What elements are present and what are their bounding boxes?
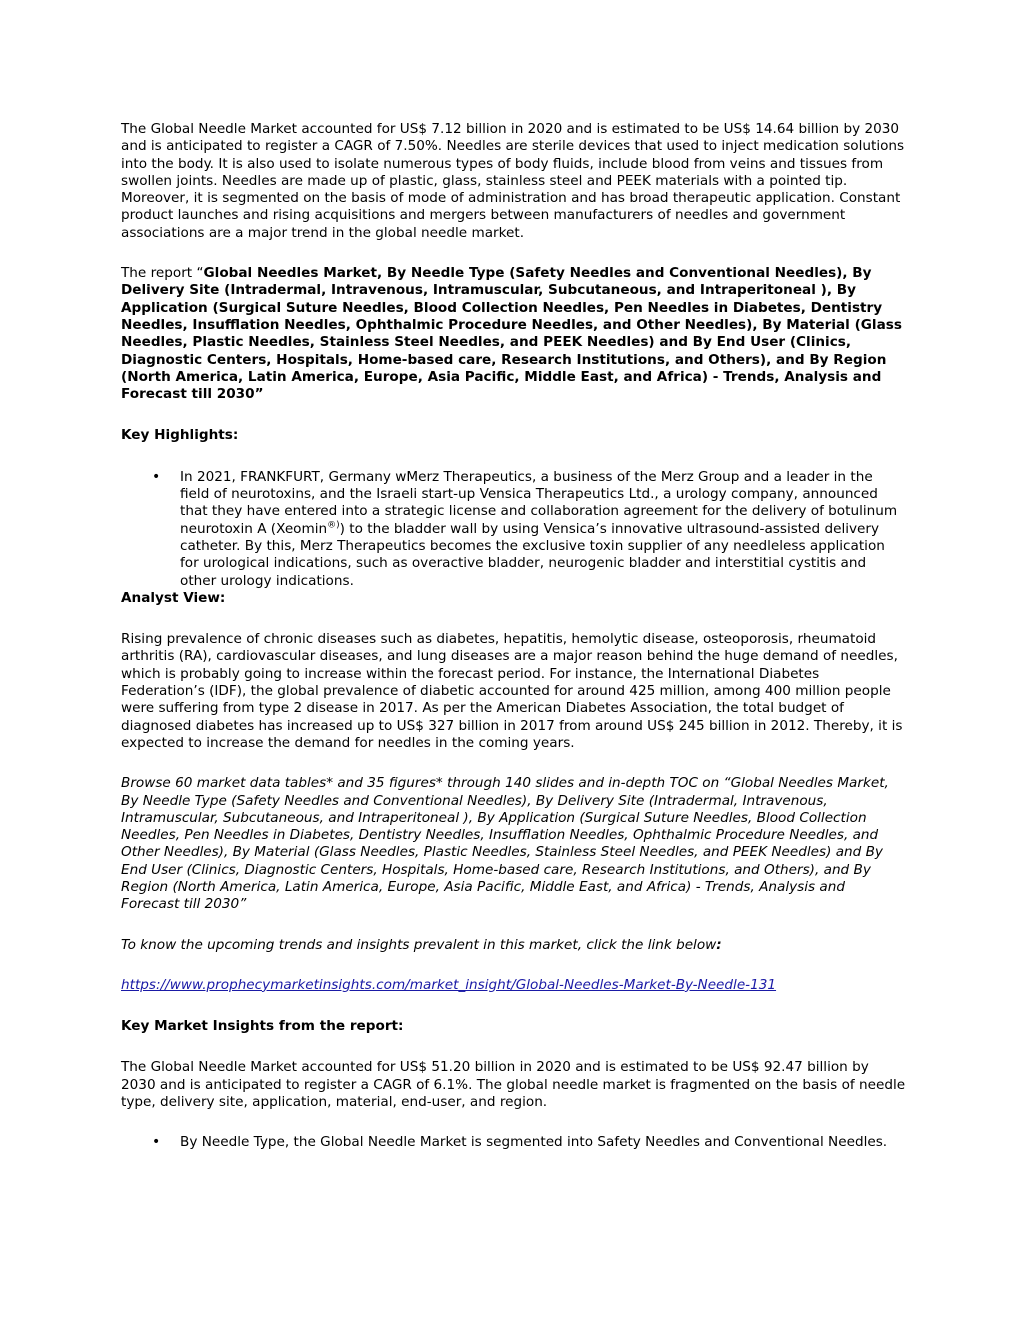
insight-item-text: By Needle Type, the Global Needle Market is segmented into Safety Needles and Conventional Needles. — [180, 1134, 888, 1151]
know-more-text: To know the upcoming trends and insights prevalent in this market, click the link below — [121, 936, 717, 953]
analyst-view-paragraph: Rising prevalence of chronic diseases such as diabetes, hepatitis, hemolytic disease, osteoporosis, rheumatoid arthritis (RA), cardiovascular diseases, and lung diseases are a major reason behind the huge demand of needles, which is probably going to increase within the forecast period. For instance, the International Diabetes Federation’s (IDF), the global prevalence of diabetic accounted for around 425 million, among 400 million people were suffering from type 2 disease in 2017. As per the American Diabetes Association, the total budget of diagnosed diabetes has increased up to US$ 327 billion in 2017 from around US$ 245 billion in 2012. Thereby, it is expected to increase the demand for needles in the coming years. — [121, 631, 903, 751]
highlight-text-before: In 2021, FRANKFURT, Germany wMerz Therapeutics, a business of the Merz Group and a leader in the field of neurotoxins, and the Israeli start-up Vensica Therapeutics Ltd., a urology company, announced that they have entered into a strategic license and collaboration agreement for the delivery of botulinum neurotoxin A (Xeomin — [180, 468, 898, 537]
registered-mark: ®) — [327, 520, 340, 531]
key-insights-heading: Key Market Insights from the report: — [121, 1018, 404, 1035]
intro-paragraph: The Global Needle Market accounted for US$ 7.12 billion in 2020 and is estimated to be US$ 14.64 billion by 2030 and is anticipated to register a CAGR of 7.50%. Needles are sterile devices that used to inject medication solutions into the body. It is also used to isolate numerous types of body fluids, include blood from veins and tissues from swollen joints. Needles are made up of plastic, glass, stainless steel and PEEK materials with a pointed tip. Moreover, it is segmented on the basis of mode of administration and has broad therapeutic application. Constant product launches and rising acquisitions and mergers between manufacturers of needles and government associations are a major trend in the global needle market. — [121, 121, 905, 241]
list-item — [121, 1134, 906, 1151]
highlight-text-after: ) to the bladder wall by using Vensica’s innovative ultrasound-assisted delivery catheter. By this, Merz Therapeutics becomes the exclusive toxin supplier of any needleless application for urological indications, such as overactive bladder, neurogenic bladder and interstitial cystitis and other urology indications. — [180, 520, 885, 589]
report-prefix: The report “ — [121, 265, 204, 282]
bullet-icon: • — [152, 1134, 161, 1151]
report-title: Global Needles Market, By Needle Type (Safety Needles and Conventional Needles), By Delivery Site (Intradermal, Intravenous, Intramuscular, Subcutaneous, and Intraperitoneal ), By Application (Surgical Suture Needles, Blood Collection Needles, Pen Needles in Diabetes, Dentistry Needles, Insufflation Needles, Ophthalmic Procedure Needles, and Other Needles), By Material (Glass Needles, Plastic Needles, Stainless Steel Needles, and PEEK Needles) and By End User (Clinics, Diagnostic Centers, Hospitals, Home-based care, Research Institutions, and Others), and By Region (North America, Latin America, Europe, Asia Pacific, Middle East, and Africa) - Trends, Analysis and Forecast till 2030” — [121, 265, 902, 403]
report-link[interactable]: https://www.prophecymarketinsights.com/market_insight/Global-Needles-Market-By-Needle-131 — [121, 976, 777, 993]
key-highlights-heading: Key Highlights: — [121, 427, 239, 444]
browse-paragraph: Browse 60 market data tables* and 35 figures* through 140 slides and in-depth TOC on “Global Needles Market, By Needle Type (Safety Needles and Conventional Needles), By Delivery Site (Intradermal, Intravenous, Intramuscular, Subcutaneous, and Intraperitoneal ), By Application (Surgical Suture Needles, Blood Collection Needles, Pen Needles in Diabetes, Dentistry Needles, Insufflation Needles, Ophthalmic Procedure Needles, and Other Needles), By Material (Glass Needles, Plastic Needles, Stainless Steel Needles, and PEEK Needles) and By End User (Clinics, Diagnostic Centers, Hospitals, Home-based care, Research Institutions, and Others), and By Region (North America, Latin America, Europe, Asia Pacific, Middle East, and Africa) - Trends, Analysis and Forecast till 2030” — [121, 775, 889, 913]
analyst-view-heading: Analyst View: — [121, 589, 226, 606]
key-insights-list — [121, 1134, 906, 1151]
know-more-colon: : — [716, 936, 722, 953]
report-title-paragraph — [121, 265, 906, 403]
link-paragraph — [121, 977, 906, 994]
bullet-icon: • — [152, 468, 161, 485]
know-more-paragraph — [121, 937, 906, 954]
key-insights-paragraph: The Global Needle Market accounted for US$ 51.20 billion in 2020 and is estimated to be US$ 92.47 billion by 2030 and is anticipated to register a CAGR of 6.1%. The global needle market is fragmented on the basis of needle type, delivery site, application, material, end-user, and region. — [121, 1059, 906, 1111]
list-item — [121, 469, 906, 590]
key-highlights-list — [121, 469, 906, 590]
